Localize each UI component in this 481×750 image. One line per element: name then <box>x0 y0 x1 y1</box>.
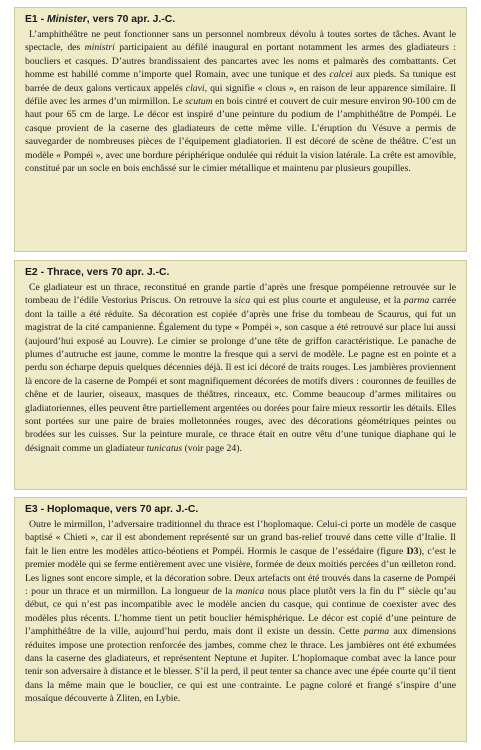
section-code: E1 - <box>25 14 47 25</box>
section-date: , vers 70 apr. J.-C. <box>86 14 176 25</box>
section-e1-minister <box>14 7 467 252</box>
text-run: L’amphithéâtre ne peut fonctionner sans un personnel nombreux dévolu à toutes sortes de tâches. Avant le spectacle, des <box>25 29 456 54</box>
section-name: Minister <box>46 14 87 25</box>
section-date: , vers 70 apr. J.-C. <box>81 267 170 278</box>
italic-term: parma <box>403 295 430 307</box>
section-code: E3 - <box>25 504 47 515</box>
section-body <box>25 28 456 175</box>
text-run: aux dimensions réduites impose une protection renforcée des jambes, comme chez le thrace. Les jambières ont été exhumées dans la caserne des gladiateurs, et représentent Neptune et Jupiter. L’hoplomaque combat avec la lance pour tenir son adversaire à distance et le blesser. S’il la perd, il peut tenter sa chance avec une épée courte qu’il tient dans la même main que le bouclier, ce qui est une contrainte. Le pagne coloré et frangé s’inspire d’une mosaïque découverte à Zliten, en Lybie. <box>25 626 456 705</box>
italic-term: manica <box>235 586 265 598</box>
italic-term: sica <box>234 295 251 307</box>
text-run: carrée dont la taille a été réduite. Sa décoration est copiée d’après une frise du tombeau de Scaurus, qui fut un magistrat de la cité campanienne. Également du type « Pompéi », son casque a été retrouvé sur place lui aussi (aujourd’hui exposé au Louvre). Le cimier se prolonge d’une tête de griffon caractéristique. Le panache de plumes d’autruche est jaune, comme le montre la fresque qui a servi de modèle. Le pagne est en pointe et a perdu son écharpe depuis quelques décennies déjà. Il est ici décoré de traits rouges. Les jambières proviennent là encore de la caserne de Pompéi et sont magnifiquement décorées de motifs divers : couronnes de feuilles de chêne et de laurier, oiseaux, masques de théâtres, rinceaux, etc. Comme beaucoup d’armes militaires ou gladiatoriennes, elles peuvent être partiellement argentées ou dorées pour faire mieux ressortir les détails. Elles sont portées sur une paire de braies molletonnées rouges, avec des décorations géométriques peintes ou brodées sur les cuisses. Sur la peinture murale, ce thrace était en outre vêtu d’une tunique diaphane qui le désignait comme un gladiateur <box>25 295 456 454</box>
section-heading <box>25 266 456 280</box>
section-heading <box>25 13 456 27</box>
superscript: er <box>400 585 405 592</box>
section-name: Hoplomaque <box>46 504 110 515</box>
section-name: Thrace <box>46 267 82 278</box>
figure-reference: D3 <box>406 545 419 557</box>
text-run: siècle qu’au début, ce qui n’est pas incompatible avec le modèle ancien du casque, qui continue de coexister avec des modèles plus récents. L’homme tient un petit bouclier hémisphérique. Le décor est copié d’une peinture de l’amphithéâtre de la ville, aujourd’hui perdu, mais dont il existe un dessin. Cette <box>25 586 457 638</box>
text-run: Outre le mirmillon, l’adversaire traditionnel du thrace est l’hoplomaque. Celui-ci porte un modèle de casque baptisé « Chieti », car il est abondement représenté sur un grand bas-relief trouvé dans cette ville d’Italie. Il fait le lien entre les modèles attico-béotiens et Pompéi. Hormis le casque de l’essédaire (figure <box>25 519 456 557</box>
section-body <box>25 518 456 706</box>
section-e2-thrace <box>14 260 467 490</box>
section-code: E2 - <box>25 267 47 278</box>
italic-term: clavi <box>185 82 205 94</box>
section-e3-hoplomaque <box>14 497 467 742</box>
italic-term: parma <box>363 626 390 638</box>
text-run: , qui signifie « clous », en raison de leur apparence similaire. Il défile avec les armes d’un mirmillon. Le <box>25 82 456 108</box>
italic-term: scutum <box>185 96 213 108</box>
italic-term: tunicatus <box>146 442 183 454</box>
italic-term: ministri <box>84 42 115 54</box>
section-heading <box>25 503 456 517</box>
text-run: en bois cintré et couvert de cuir mesure environ 90-100 cm de haut pour 65 cm de large. Le décor est inspiré d’une peinture du podium de l’amphithéâtre de Pompéi. Le casque provient de la caserne des gladiateurs de cette même ville. L’éruption du Vésuve a permis de sauvegarder de nombreuses pièces de l’équipement gladiatorien. Il est décoré de scène de théâtre. C’est un modèle « Pompéi », avec une bordure périphérique ondulée qui réduit la vision latérale. La crête est amovible, constitué par un socle en bois enchâssé sur le cimier métallique et maintenu par plusieurs goupilles. <box>25 96 456 175</box>
text-run: ), c’est le premier modèle qui se ferme entièrement avec une visière, formée de deux moitiés percées d’un œilleton rond. Les lignes sont encore simple, et la décoration sobre. Deux artefacts ont été trouvés dans la caserne de Pompéi : pour un thrace et un mirmillon. La longueur de la <box>25 545 456 598</box>
text-run: participaient au défilé inaugural en portant notamment les armes des gladiateurs : boucliers et casques. D’autres brandissaient des pancartes avec les noms et palmarès des combattants. Cet homme est habillé comme n’importe quel Romain, avec une tunique et des <box>25 42 456 81</box>
section-date: , vers 70 apr. J.-C. <box>109 504 199 515</box>
italic-term: calcei <box>329 69 353 81</box>
text-run: aux pieds. Sa tunique est barrée de deux galons verticaux appelés <box>25 69 456 94</box>
text-run: qui est plus courte et anguleuse, et la <box>250 295 404 307</box>
text-run: (voir page 24). <box>182 442 242 454</box>
text-run: nous place plutôt vers la fin du I <box>264 586 401 598</box>
section-body <box>25 281 456 455</box>
text-run: Ce gladiateur est un thrace, reconstitué en grande partie d’après une fresque pompéienne retrouvée sur le tombeau de l’édile Vestorius Priscus. On retrouve la <box>25 282 456 307</box>
